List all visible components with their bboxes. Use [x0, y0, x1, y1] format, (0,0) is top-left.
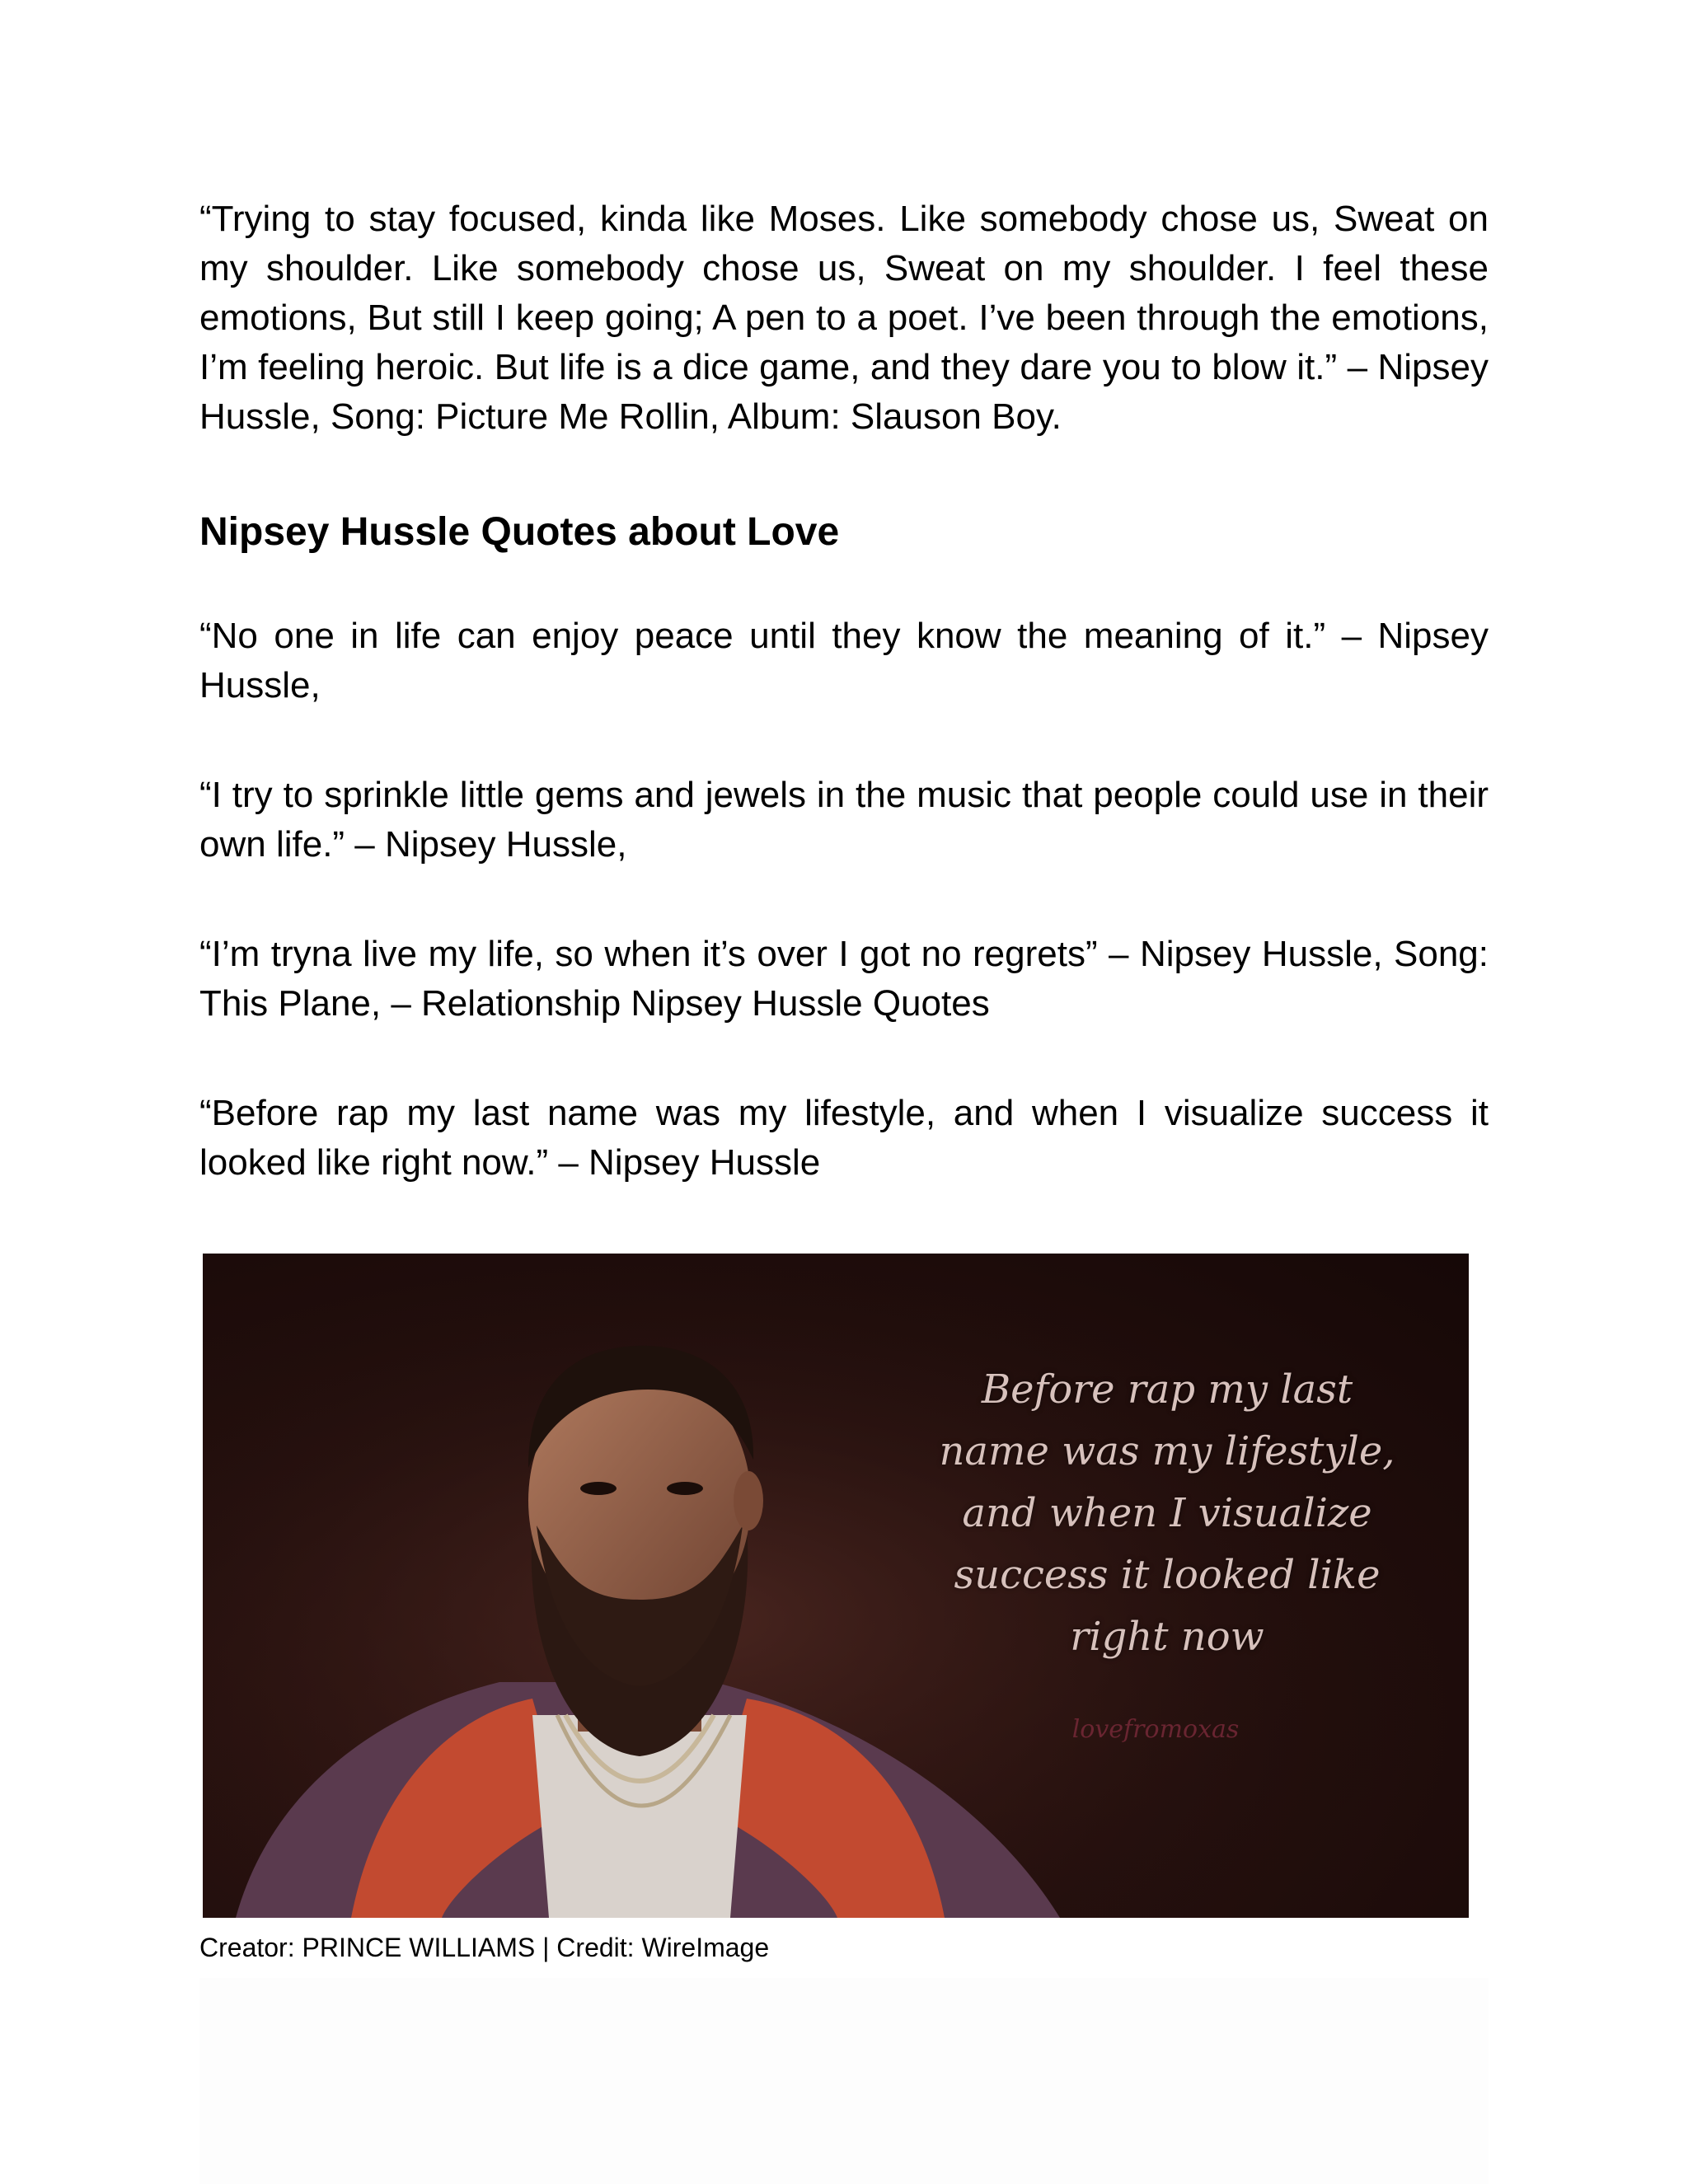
quote-paragraph: “I try to sprinkle little gems and jewels in the music that people could use in their own life.” – Nipsey Hussle, [199, 775, 1489, 865]
image-caption: Creator: PRINCE WILLIAMS | Credit: WireImage [199, 1933, 770, 1962]
quote-paragraph: “I’m tryna live my life, so when it’s over I got no regrets” – Nipsey Hussle, Song: This Plane, – Relationship Nipsey Hussle Quotes [199, 934, 1489, 1024]
intro-quote-paragraph: “Trying to stay focused, kinda like Moses. Like somebody chose us, Sweat on my shoulder. Like somebody chose us, Sweat on my shoulder. I feel these emotions, But still I keep going; A pen to a poet. I’ve been through the emotions, I’m feeling heroic. But life is a dice game, and they dare you to blow it.” – Nipsey Hussle, Song: Picture Me Rollin, Album: Slauson Boy. [199, 199, 1489, 437]
blank-area [199, 1978, 1489, 2184]
quote-paragraph: “No one in life can enjoy peace until they know the meaning of it.” – Nipsey Hussle, [199, 616, 1489, 705]
quote-image [203, 1254, 1469, 1918]
image-watermark: lovefromoxas [1071, 1715, 1240, 1744]
image-quote-text: Before rap my last name was my lifestyle, and when I visualize success it looked like right now [939, 1366, 1395, 1660]
section-heading: Nipsey Hussle Quotes about Love [199, 510, 840, 554]
document-body [199, 194, 1489, 1188]
quote-paragraph: “Before rap my last name was my lifestyle, and when I visualize success it looked like right now.” – Nipsey Hussle [199, 1093, 1489, 1183]
